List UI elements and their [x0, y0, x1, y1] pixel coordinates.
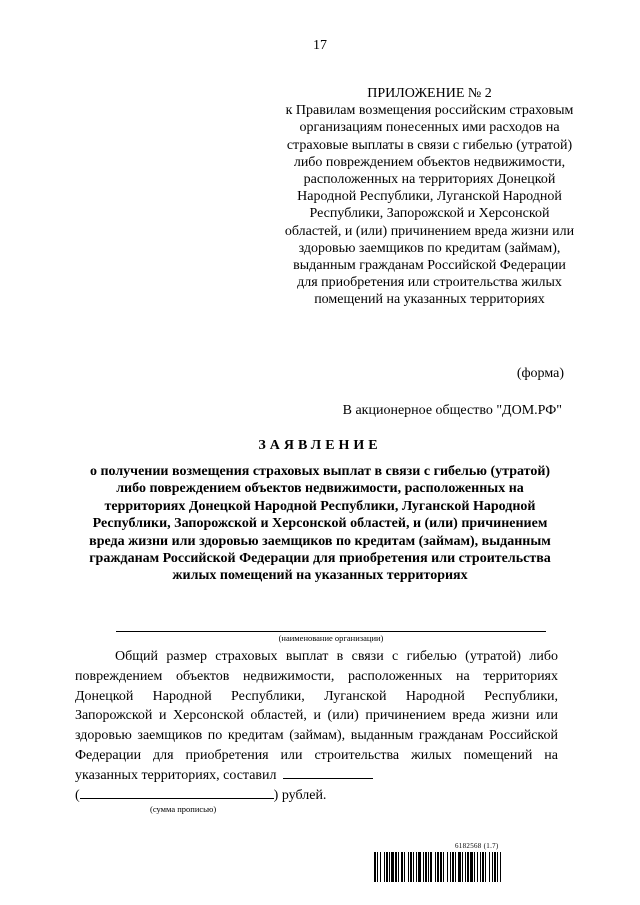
barcode-bar	[398, 852, 399, 882]
barcode-bar	[428, 852, 429, 882]
barcode	[374, 852, 566, 882]
barcode-bar	[401, 852, 403, 882]
barcode-bar	[482, 852, 484, 882]
barcode-bar	[374, 852, 376, 882]
barcode-bar	[497, 852, 498, 882]
sum-caption: (сумма прописью)	[150, 804, 217, 814]
barcode-bar	[386, 852, 388, 882]
barcode-bar	[485, 852, 486, 882]
barcode-bar	[492, 852, 493, 882]
barcode-bar	[458, 852, 461, 882]
barcode-bar	[380, 852, 381, 882]
barcode-id: 6182568 (1.7)	[455, 842, 499, 850]
barcode-bar	[494, 852, 496, 882]
barcode-bar	[410, 852, 412, 882]
appendix-title: ПРИЛОЖЕНИЕ № 2	[367, 86, 492, 101]
barcode-bar	[455, 852, 456, 882]
barcode-bar	[480, 852, 481, 882]
barcode-bar	[413, 852, 414, 882]
barcode-bar	[416, 852, 417, 882]
sum-in-words-line	[75, 786, 326, 804]
barcode-bar	[389, 852, 390, 882]
barcode-bar	[462, 852, 463, 882]
sum-currency: ) рублей.	[273, 788, 327, 803]
barcode-bar	[474, 852, 475, 882]
barcode-bar	[408, 852, 409, 882]
sum-open-paren: (	[75, 788, 80, 803]
document-subject: о получении возмещения страховых выплат в связи с гибелью (утратой) либо повреждением объектов недвижимости, расположенных на территориях Донецкой Народной Республики, Луганской Народной Республики, Запорожской и Херсонской областей, и (или) причинением вреда жизни или здоровью заемщиков по кредитам (займам), выданным гражданам Российской Федерации для приобретения или строительства жилых помещений на указанных территориях	[89, 464, 551, 584]
organization-name-line	[116, 631, 546, 632]
barcode-bar	[452, 852, 454, 882]
barcode-bar	[377, 852, 378, 882]
barcode-bar	[437, 852, 439, 882]
barcode-bar	[384, 852, 385, 882]
sum-in-words-blank	[80, 786, 274, 799]
barcode-bar	[430, 852, 432, 882]
barcode-bar	[425, 852, 427, 882]
barcode-bar	[423, 852, 424, 882]
barcode-bar	[465, 852, 466, 882]
barcode-bar	[450, 852, 451, 882]
barcode-bar	[395, 852, 397, 882]
appendix-text: к Правилам возмещения российским страховым организациям понесенных ими расходов на страховые выплаты в связи с гибелью (утратой) либо повреждением объектов недвижимости, расположенных на территориях Донецкой Народной Республики, Луганской Народной Республики, Запорожской и Херсонской областей, и (или) причинением вреда жизни или здоровью заемщиков по кредитам (займам), выданным гражданам Российской Федерации для приобретения или строительства жилых помещений на указанных территориях	[284, 103, 575, 308]
barcode-bar	[447, 852, 448, 882]
barcode-bar	[435, 852, 436, 882]
barcode-bar	[470, 852, 473, 882]
barcode-bar	[440, 852, 442, 882]
barcode-bar	[477, 852, 478, 882]
barcode-bar	[443, 852, 444, 882]
form-label: (форма)	[516, 366, 564, 381]
barcode-bar	[467, 852, 469, 882]
page-number: 17	[313, 38, 327, 53]
document-title: ЗАЯВЛЕНИЕ	[258, 438, 382, 453]
barcode-bar	[418, 852, 421, 882]
barcode-bar	[500, 852, 501, 882]
body-paragraph	[75, 647, 558, 786]
addressee: В акционерное общество "ДОМ.РФ"	[342, 403, 562, 418]
organization-caption: (наименование организации)	[278, 633, 384, 643]
barcode-bar	[489, 852, 490, 882]
amount-blank	[283, 766, 373, 779]
barcode-bar	[391, 852, 394, 882]
barcode-bar	[404, 852, 405, 882]
body-text: Общий размер страховых выплат в связи с гибелью (утратой) либо повреждением объектов недвижимости, расположенных на территориях Донецкой Народной Республики, Луганской Народной Республики, Запорожской и Херсонской областей, и (или) причинением вреда жизни или здоровью заемщиков по кредитам (займам), выданным гражданам Российской Федерации для приобретения или строительства жилых помещений на указанных территориях, составил	[75, 649, 558, 783]
appendix-heading	[282, 85, 577, 309]
